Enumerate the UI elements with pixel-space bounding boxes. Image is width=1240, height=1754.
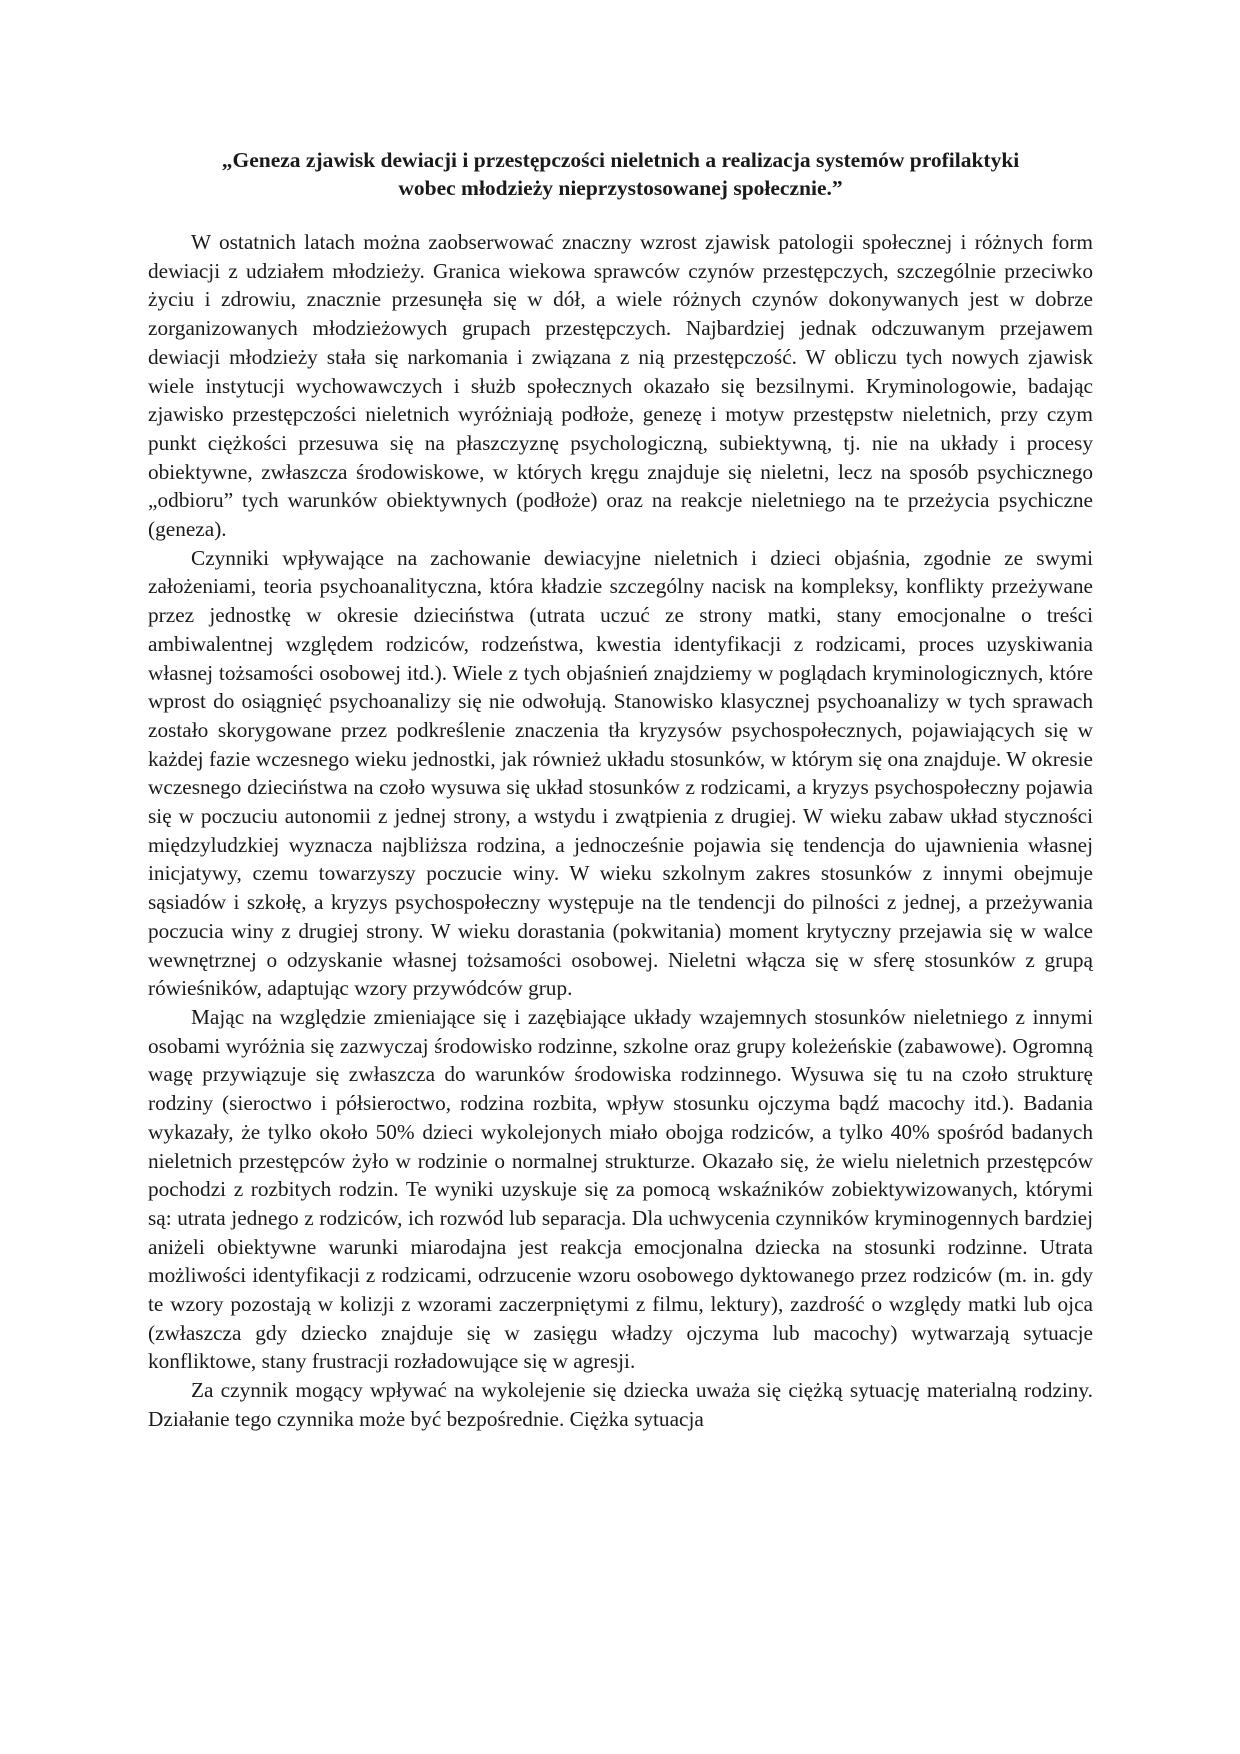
- paragraph-1: W ostatnich latach można zaobserwować znaczny wzrost zjawisk patologii społecznej i różnych form dewiacji z udziałem młodzieży. Granica wiekowa sprawców czynów przestępczych, szczególnie przeciwko życiu i zdrowiu, znacznie przesunęła się w dół, a wiele różnych czynów dokonywanych jest w dobrze zorganizowanych młodzieżowych grupach przestępczych. Najbardziej jednak odczuwanym przejawem dewiacji młodzieży stała się narkomania i związana z nią przestępczość. W obliczu tych nowych zjawisk wiele instytucji wychowawczych i służb społecznych okazało się bezsilnymi. Kryminologowie, badając zjawisko przestępczości nieletnich wyróżniają podłoże, genezę i motyw przestępstw nieletnich, przy czym punkt ciężkości przesuwa się na płaszczyznę psychologiczną, subiektywną, tj. nie na układy i procesy obiektywne, zwłaszcza środowiskowe, w których kręgu znajduje się nieletni, lecz na sposób psychicznego „odbioru” tych warunków obiektywnych (podłoże) oraz na reakcje nieletniego na te przeżycia psychiczne (geneza).: [148, 230, 1093, 542]
- title-line-2: wobec młodzieży nieprzystosowanej społecznie.”: [398, 176, 843, 200]
- paragraph-3: Mając na względzie zmieniające się i zazębiające układy wzajemnych stosunków nieletniego z innymi osobami wyróżnia się zazwyczaj środowisko rodzinne, szkolne oraz grupy koleżeńskie (zabawowe). Ogromną wagę przywiązuje się zwłaszcza do warunków środowiska rodzinnego. Wysuwa się tu na czoło strukturę rodziny (sieroctwo i półsieroctwo, rodzina rozbita, wpływ stosunku ojczyma bądź macochy itd.). Badania wykazały, że tylko około 50% dzieci wykolejonych miało obojga rodziców, a tylko 40% spośród badanych nieletnich przestępców żyło w rodzinie o normalnej strukturze. Okazało się, że wielu nieletnich przestępców pochodzi z rozbitych rodzin. Te wyniki uzyskuje się za pomocą wskaźników zobiektywizowanych, którymi są: utrata jednego z rodziców, ich rozwód lub separacja. Dla uchwycenia czynników kryminogennych bardziej aniżeli obiektywne warunki miarodajna jest reakcja emocjonalna dziecka na stosunki rodzinne. Utrata możliwości identyfikacji z rodzicami, odrzucenie wzoru osobowego dyktowanego przez rodziców (m. in. gdy te wzory pozostają w kolizji z wzorami zaczerpniętymi z filmu, lektury), zazdrość o względy matki lub ojca (zwłaszcza gdy dziecko znajduje się w zasięgu władzy ojczyma lub macochy) wytwarzają sytuacje konfliktowe, stany frustracji rozładowujące się w agresji.: [148, 1004, 1093, 1374]
- paragraph-4: Za czynnik mogący wpływać na wykolejenie się dziecka uważa się ciężką sytuację materialną rodziny. Działanie tego czynnika może być bezpośrednie. Ciężka sytuacja: [148, 1378, 1093, 1431]
- title-line-1: „Geneza zjawisk dewiacji i przestępczości nieletnich a realizacja systemów profilaktyki: [221, 148, 1020, 172]
- document-title: [148, 146, 1093, 202]
- document-content: [148, 146, 1093, 1434]
- paragraph-2: Czynniki wpływające na zachowanie dewiacyjne nieletnich i dzieci objaśnia, zgodnie ze swymi założeniami, teoria psychoanalityczna, która kładzie szczególny nacisk na kompleksy, konflikty przeżywane przez jednostkę w okresie dzieciństwa (utrata uczuć ze strony matki, stany emocjonalne o treści ambiwalentnej względem rodziców, rodzeństwa, kwestia identyfikacji z rodzicami, proces uzyskiwania własnej tożsamości osobowej itd.). Wiele z tych objaśnień znajdziemy w poglądach kryminologicznych, które wprost do osiągnięć psychoanalizy się nie odwołują. Stanowisko klasycznej psychoanalizy w tych sprawach zostało skorygowane przez podkreślenie znaczenia tła kryzysów psychospołecznych, pojawiających się w każdej fazie wczesnego wieku jednostki, jak również układu stosunków, w którym się ona znajduje. W okresie wczesnego dzieciństwa na czoło wysuwa się układ stosunków z rodzicami, a kryzys psychospołeczny pojawia się w poczuciu autonomii z jednej strony, a wstydu i zwątpienia z drugiej. W wieku zabaw układ styczności międzyludzkiej wyznacza najbliższa rodzina, a jednocześnie pojawia się tendencja do ujawnienia własnej inicjatywy, czemu towarzyszy poczucie winy. W wieku szkolnym zakres stosunków z innymi obejmuje sąsiadów i szkołę, a kryzys psychospołeczny występuje na tle tendencji do pilności z jednej, a przeżywania poczucia winy z drugiej strony. W wieku dorastania (pokwitania) moment krytyczny przejawia się w walce wewnętrznej o odzyskanie własnej tożsamości osobowej. Nieletni włącza się w sferę stosunków z grupą rówieśników, adaptując wzory przywódców grup.: [148, 545, 1093, 1001]
